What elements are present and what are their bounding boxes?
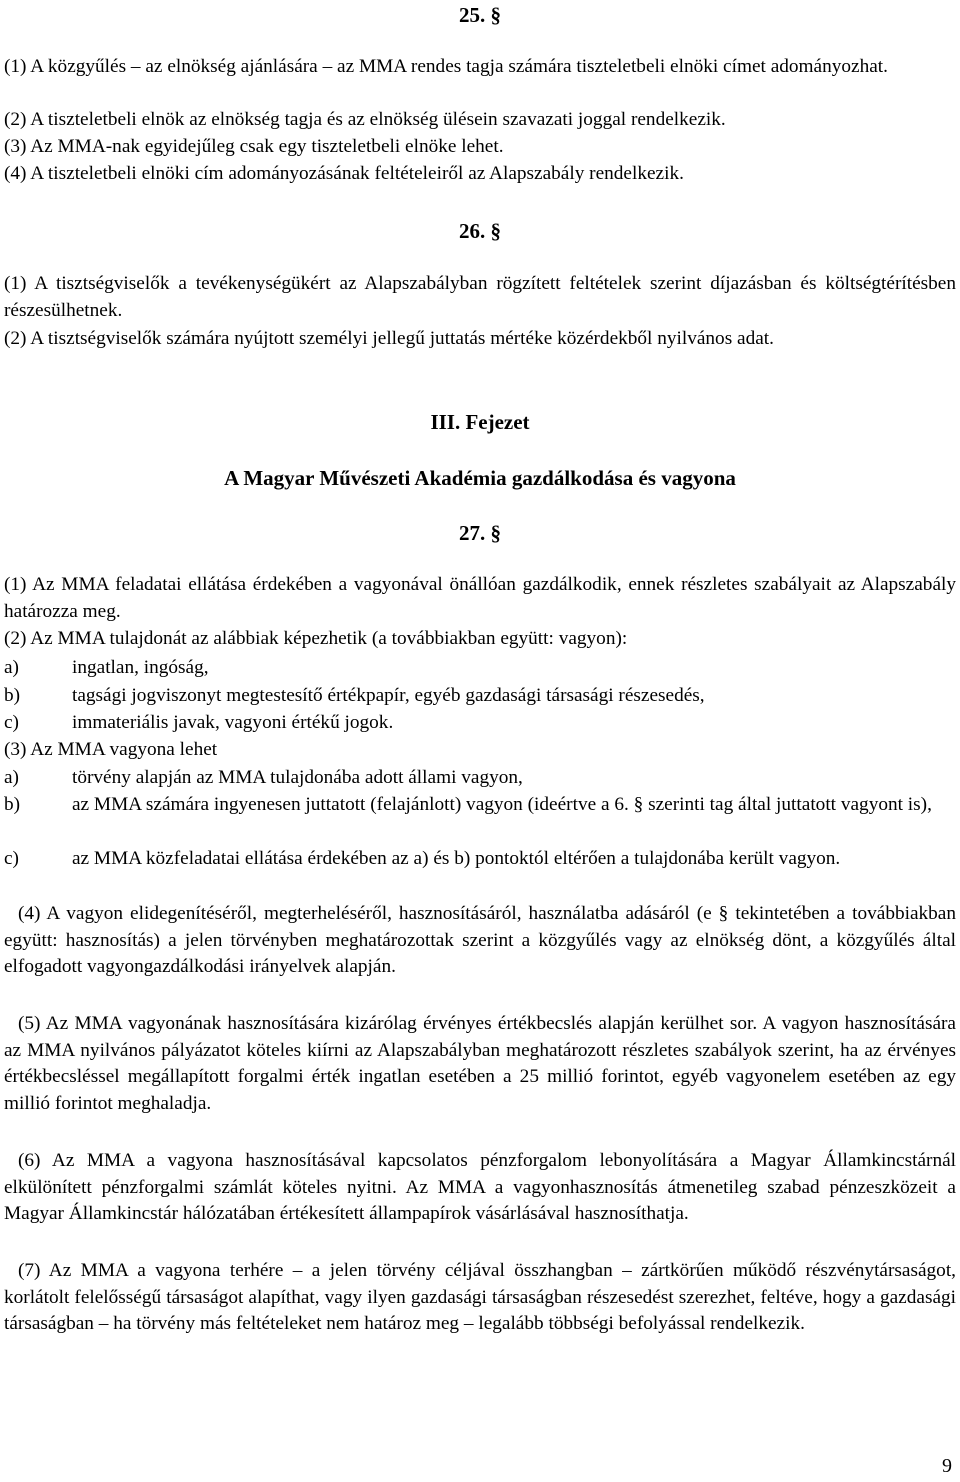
section-26-paragraph-1: (1) A tisztségviselők a tevékenységükért az Alapszabályban rögzített feltételek szerint díjazásban és költségtérítésben részesülhetnek. [4,273,956,321]
section-27-paragraph-6: (6) Az MMA a vagyona hasznosításával kapcsolatos pénzforgalom lebonyolítására a Magyar Államkincstárnál elkülönített pénzforgalmi számlát köteles nyitni. Az MMA a vagyonhasznosítás átmenetileg szabad pénzeszközeit a Magyar Államkincstár hálózatában értékesített állampapírok vásárlásával hasznosíthatja. [4,1150,956,1225]
section-25-paragraph-2: (2) A tiszteletbeli elnök az elnökség tagja és az elnökség ülésein szavazati joggal rendelkezik. [4,109,726,130]
section-27-paragraph-1: (1) Az MMA feladatai ellátása érdekében a vagyonával önállóan gazdálkodik, ennek részletes szabályait az Alapszabály határozza meg. [4,574,956,622]
list-item-text: az MMA közfeladatai ellátása érdekében az a) és b) pontoktól eltérően a tulajdonába került vagyon. [72,848,841,869]
chapter-number: III. Fejezet [430,410,530,434]
list-item-mark: c) [4,848,19,869]
list-item-text: az MMA számára ingyenesen juttatott (felajánlott) vagyon (ideértve a 6. § szerinti tag által juttatott vagyont is), [72,794,932,815]
page-number: 9 [942,1455,952,1477]
list-item-mark: c) [4,712,19,733]
list-item [4,765,956,792]
list-item-mark: b) [4,685,21,706]
list-item-mark: a) [4,767,19,788]
list-item-mark: b) [4,794,21,815]
list-item [4,846,956,873]
section-27-paragraph-5: (5) Az MMA vagyonának hasznosítására kizárólag érvényes értékbecslés alapján kerülhet sor. A vagyon hasznosítására az MMA nyilvános pályázatot köteles kiírni az Alapszabályban meghatározott részletes szabályok szerint, ha az érvényes értékbecsléssel megállapított forgalmi érték ingatlan esetében a 25 millió forintot, egyéb vagyonelem esetében az egy millió forintot meghaladja. [4,1013,956,1114]
list-item-text: tagsági jogviszonyt megtestesítő értékpapír, egyéb gazdasági társasági részesedés, [72,685,705,706]
section-27-heading: 27. § [459,521,501,545]
section-27-paragraph-3: (3) Az MMA vagyona lehet [4,739,218,760]
list-item [4,655,956,682]
section-26-paragraph-2: (2) A tisztségviselők számára nyújtott személyi jellegű juttatás mértéke közérdekből nyilvános adat. [4,328,774,349]
list-item-mark: a) [4,657,19,678]
list-item [4,710,956,737]
section-26-heading: 26. § [459,219,501,243]
list-item [4,683,956,710]
section-25-paragraph-1: (1) A közgyűlés – az elnökség ajánlására – az MMA rendes tagja számára tiszteletbeli elnöki címet adományozhat. [4,56,888,77]
section-27-paragraph-4: (4) A vagyon elidegenítéséről, megterheléséről, hasznosításáról, használatba adásáról (e § tekintetében a továbbiakban együtt: hasznosítás) a jelen törvényben meghatározottak szerint a közgyűlés vagy az elnökség dönt, a közgyűlés által elfogadott vagyongazdálkodási irányelvek alapján. [4,903,956,978]
list-item-text: törvény alapján az MMA tulajdonába adott állami vagyon, [72,767,523,788]
list-item-text: immateriális javak, vagyoni értékű jogok. [72,712,394,733]
section-25-paragraph-3: (3) Az MMA-nak egyidejűleg csak egy tiszteletbeli elnöke lehet. [4,136,504,157]
section-25-paragraph-4: (4) A tiszteletbeli elnöki cím adományozásának feltételeiről az Alapszabály rendelkezik. [4,163,684,184]
list-item [4,792,956,819]
section-25-heading: 25. § [459,3,501,27]
section-27-paragraph-2: (2) Az MMA tulajdonát az alábbiak képezhetik (a továbbiakban együtt: vagyon): [4,628,628,649]
chapter-title: A Magyar Művészeti Akadémia gazdálkodása és vagyona [224,466,736,490]
section-27-paragraph-7: (7) Az MMA a vagyona terhére – a jelen törvény céljával összhangban – zártkörűen működő részvénytársaságot, korlátolt felelősségű társaságot alapíthat, vagy ilyen gazdasági társaságban részesedést szerezhet, feltéve, hogy a gazdasági társaságban – ha törvény más feltételeket nem határoz meg – legalább többségi befolyással rendelkezik. [4,1260,956,1335]
list-item-text: ingatlan, ingóság, [72,657,209,678]
